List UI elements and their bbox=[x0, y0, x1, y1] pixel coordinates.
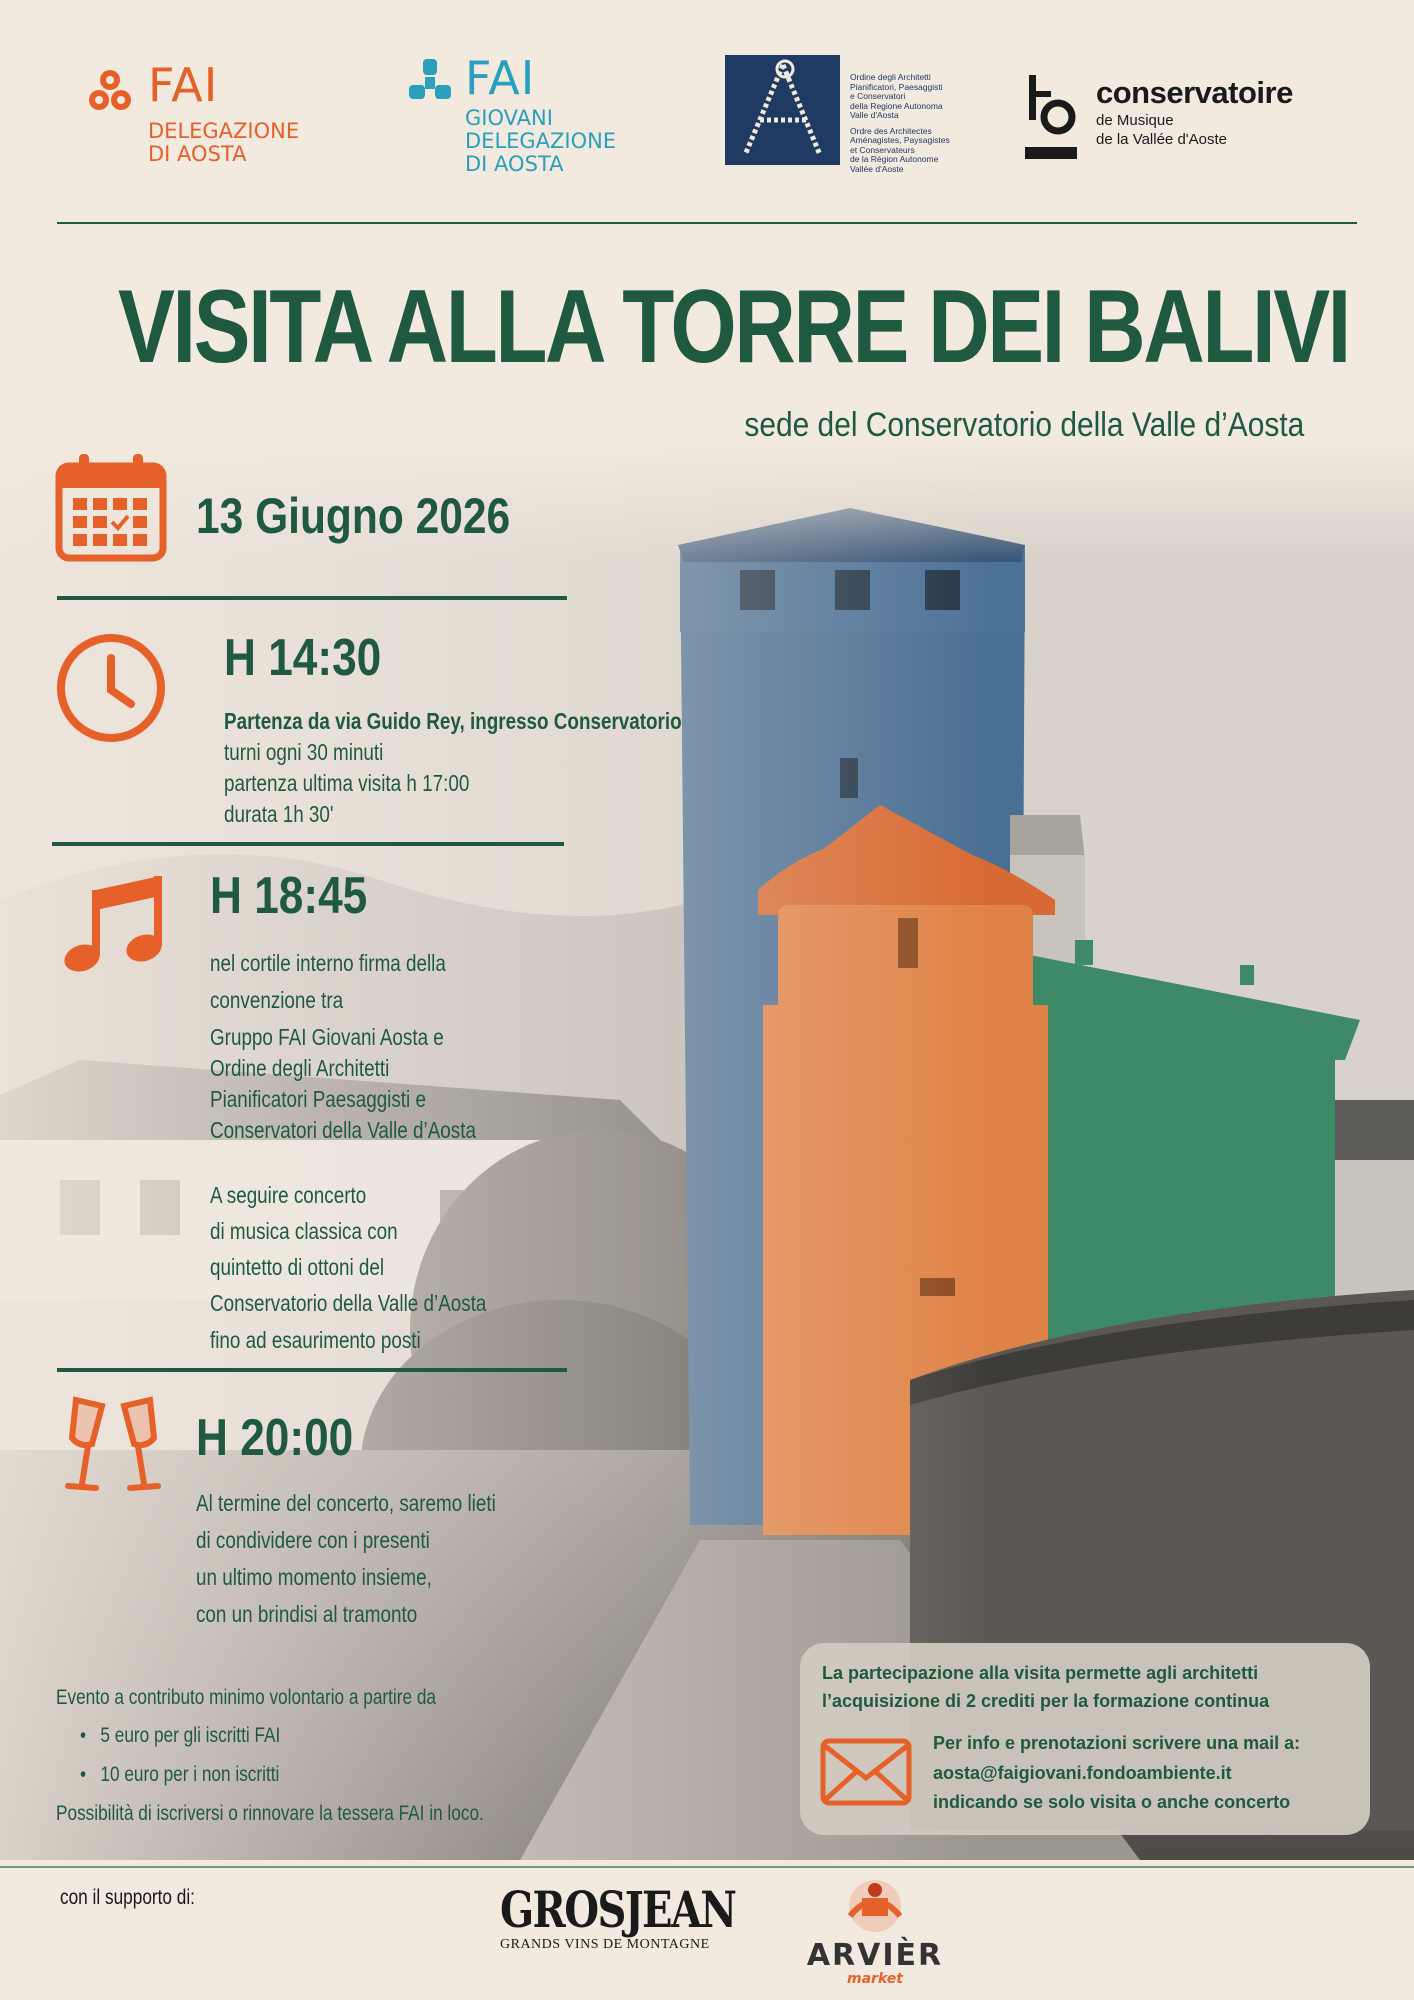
arvier-word: ARVIÈR bbox=[806, 1938, 944, 1973]
event1-line2: partenza ultima visita h 17:00 bbox=[224, 770, 470, 796]
fai-line2: DI AOSTA bbox=[148, 142, 247, 166]
fai-giovani-word: FAI bbox=[465, 51, 536, 105]
event2-line9: quintetto di ottoni del bbox=[210, 1254, 385, 1280]
event2-line3: Gruppo FAI Giovani Aosta e bbox=[210, 1024, 444, 1050]
contact-email[interactable]: aosta@faigiovani.fondoambiente.it bbox=[933, 1763, 1232, 1783]
event2-line5: Pianificatori Paesaggisti e bbox=[210, 1086, 426, 1112]
divider-2 bbox=[52, 842, 564, 846]
contribution-intro: Evento a contributo minimo volontario a partire da bbox=[56, 1686, 437, 1709]
event2-line4: Ordine degli Architetti bbox=[210, 1055, 390, 1081]
ordine-fr-5: Vallée d'Aoste bbox=[850, 163, 904, 174]
clock-icon bbox=[55, 632, 167, 744]
ordine-it-5: Valle d'Aosta bbox=[850, 110, 899, 120]
contact-line3: indicando se solo visita o anche concerto bbox=[933, 1792, 1291, 1812]
ordine-it-1: Ordine degli Architetti bbox=[850, 72, 931, 82]
event2-line1: nel cortile interno firma della bbox=[210, 950, 446, 976]
ordine-fr-1: Ordre des Architectes bbox=[850, 125, 932, 136]
fai-delegazione-logo bbox=[82, 58, 300, 166]
conservatoire-sub1: de Musique bbox=[1096, 112, 1174, 129]
contribution-item-2: • 10 euro per i non iscritti bbox=[80, 1763, 280, 1786]
conservatoire-word: conservatoire bbox=[1096, 75, 1293, 110]
envelope-icon bbox=[820, 1738, 912, 1806]
arvier-sub: market bbox=[847, 1971, 903, 1987]
ordine-it-2: Pianificatori, Paesaggisti bbox=[850, 81, 943, 92]
contact-line1: Per info e prenotazioni scrivere una mail a: bbox=[933, 1733, 1301, 1753]
conservatoire-sub2: de la Vallée d'Aoste bbox=[1096, 131, 1228, 148]
conservatoire-emblem-icon bbox=[1025, 75, 1080, 165]
fai-giovani-logo bbox=[405, 51, 617, 176]
event2-line7: A seguire concerto bbox=[210, 1182, 367, 1208]
fai-line1: DELEGAZIONE bbox=[148, 119, 300, 143]
ordine-fr-4: de la Région Autonome bbox=[850, 154, 939, 164]
ordine-it-4: della Regione Autonoma bbox=[850, 100, 943, 111]
credits-line2: l’acquisizione di 2 crediti per la formazione continua bbox=[822, 1691, 1270, 1711]
event3-line4: con un brindisi al tramonto bbox=[196, 1601, 418, 1627]
grosjean-logo bbox=[500, 1880, 794, 1953]
event1-time: H 14:30 bbox=[224, 629, 382, 687]
ordine-emblem bbox=[725, 55, 840, 165]
event-date: 13 Giugno 2026 bbox=[196, 488, 511, 544]
arvier-emblem-icon bbox=[790, 1876, 960, 1936]
fai-word: FAI bbox=[148, 58, 219, 112]
fai-giovani-line3: DI AOSTA bbox=[465, 152, 564, 176]
fai-logo-icon bbox=[82, 62, 138, 118]
grosjean-sub: GRANDS VINS DE MONTAGNE bbox=[500, 1937, 710, 1952]
contribution-outro: Possibilità di iscriversi o rinnovare la tessera FAI in loco. bbox=[56, 1802, 484, 1825]
calendar-icon bbox=[55, 452, 167, 564]
ordine-fr-3: et Conservateurs bbox=[850, 144, 915, 155]
page-subtitle: sede del Conservatorio della Valle d’Aosta bbox=[744, 406, 1304, 444]
ordine-fr-2: Aménagistes, Paysagistes bbox=[850, 135, 950, 145]
event1-line1: turni ogni 30 minuti bbox=[224, 739, 384, 765]
conservatoire-logo bbox=[1025, 75, 1293, 165]
page-title: VISITA ALLA TORRE DEI BALIVI bbox=[118, 269, 1349, 385]
event3-time: H 20:00 bbox=[196, 1409, 354, 1467]
credits-line1: La partecipazione alla visita permette agli architetti bbox=[822, 1663, 1259, 1683]
event2-line11: fino ad esaurimento posti bbox=[210, 1327, 421, 1353]
event2-line2: convenzione tra bbox=[210, 987, 344, 1013]
ordine-it-3: e Conservatori bbox=[850, 91, 906, 101]
event3-line2: di condividere con i presenti bbox=[196, 1527, 430, 1553]
header-divider bbox=[57, 222, 1357, 224]
contribution-item-1: • 5 euro per gli iscritti FAI bbox=[80, 1724, 281, 1747]
divider-3 bbox=[57, 1368, 567, 1372]
champagne-glasses-icon bbox=[58, 1392, 168, 1502]
divider-1 bbox=[57, 596, 567, 600]
sponsors-label: con il supporto di: bbox=[60, 1886, 195, 1909]
fai-giovani-logo-icon bbox=[405, 55, 455, 111]
event1-line3: durata 1h 30' bbox=[224, 801, 334, 827]
ordine-architetti-logo bbox=[725, 55, 970, 174]
footer-divider bbox=[0, 1866, 1414, 1868]
arvier-logo bbox=[790, 1876, 960, 1986]
event3-line3: un ultimo momento insieme, bbox=[196, 1564, 432, 1590]
event2-time: H 18:45 bbox=[210, 867, 368, 925]
music-note-icon bbox=[58, 868, 168, 978]
event1-lead: Partenza da via Guido Rey, ingresso Conservatorio bbox=[224, 708, 682, 734]
fai-giovani-line2: DELEGAZIONE bbox=[465, 129, 617, 153]
fai-giovani-line1: GIOVANI bbox=[465, 106, 553, 130]
event2-line6: Conservatori della Valle d’Aosta bbox=[210, 1117, 476, 1143]
grosjean-word: GROSJEAN bbox=[500, 1880, 736, 1939]
event3-line1: Al termine del concerto, saremo lieti bbox=[196, 1490, 496, 1516]
event2-line10: Conservatorio della Valle d’Aosta bbox=[210, 1290, 487, 1316]
event2-line8: di musica classica con bbox=[210, 1218, 398, 1244]
